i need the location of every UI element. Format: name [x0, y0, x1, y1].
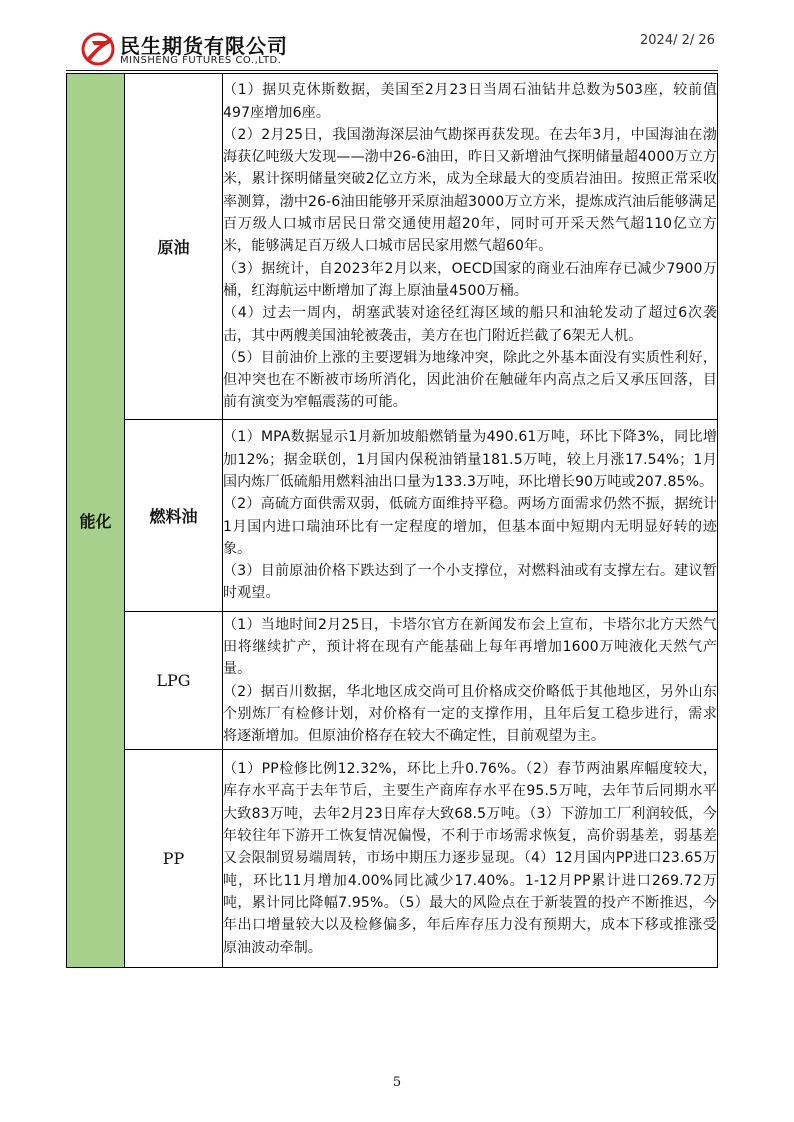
content-paragraph: （5）目前油价上涨的主要逻辑为地缘冲突，除此之外基本面没有实质性利好，但冲突也在不断被市场所消化，因此油价在触碰年内高点之后又承压回落，目前有演变为窄幅震荡的可能。: [223, 349, 717, 411]
table-row: [67, 612, 718, 750]
content-paragraph: （4）过去一周内，胡塞武装对途径红海区域的船只和油轮发动了超过6次袭击，其中两艘美国油轮被袭击，美方在也门附近拦截了6架无人机。: [223, 305, 717, 344]
header-rule: [66, 70, 718, 71]
table-row: [67, 750, 718, 968]
content-cell: [223, 420, 718, 612]
product-cell: 原油: [125, 74, 223, 420]
commodity-table: [66, 73, 718, 968]
content-paragraph: （3）目前原油价格下跌达到了一个小支撑位，对燃料油或有支撑左右。建议暂时观望。: [223, 563, 717, 602]
sector-cell: 能化: [67, 74, 125, 968]
content-paragraph: （1）PP检修比例12.32%，环比上升0.76%。（2）春节两油累库幅度较大，库存水平高于去年节后，主要生产商库存水平在95.5万吨，去年节后同期水平大致83万吨，去年2月23日库存大致68.5万吨。（3）下游加工厂利润较低，今年较往年下游开工恢复情况偏慢，不利于市场需求恢复，高价弱基差，弱基差又会限制贸易端周转，市场中期压力逐步显现。（4）12月国内PP进口23.65万吨，环比11月增加4.00%同比减少17.40%。1-12月PP累计进口269.72万吨，累计同比降幅7.95%。（5）最大的风险点在于新装置的投产不断推迟，今年出口增量较大以及检修偏多，年后库存压力没有预期大，成本下移或推涨受原油波动牵制。: [223, 761, 717, 956]
content-paragraph: （1）MPA数据显示1月新加坡船燃销量为490.61万吨，环比下降3%，同比增加12%；据金联创，1月国内保税油销量181.5万吨，较上月涨17.54%；1月国内炼厂低硫船用燃料油出口量为133.3万吨，环比增长90万吨或207.85%。: [223, 429, 717, 490]
content-paragraph: （2）2月25日，我国渤海深层油气勘探再获发现。在去年3月，中国海油在渤海获亿吨级大发现——渤中26-6油田，昨日又新增油气探明储量超4000万立方米，累计探明储量突破2亿立方米，成为全球最大的变质岩油田。按照正常采收率测算，渤中26-6油田能够开采原油超3000万立方米，提炼成汽油后能够满足百万级人口城市居民日常交通使用超20年，同时可开采天然气超110亿立方米，能够满足百万级人口城市居民家用燃气超60年。: [223, 126, 717, 255]
content-cell: [223, 750, 718, 968]
company-name-en: MINSHENG FUTURES CO.,LTD.: [120, 55, 282, 66]
product-cell: LPG: [125, 612, 223, 750]
product-cell: 燃料油: [125, 420, 223, 612]
content-paragraph: （1）据贝克休斯数据，美国至2月23日当周石油钻井总数为503座，较前值497座增加6座。: [223, 82, 717, 121]
content-paragraph: （2）高硫方面供需双弱，低硫方面维持平稳。两场方面需求仍然不振，据统计1月国内进口瑞油环比有一定程度的增加，但基本面中短期内无明显好转的迹象。: [223, 496, 717, 557]
report-date: 2024/ 2/ 26: [640, 33, 715, 48]
content-paragraph: （1）当地时间2月25日，卡塔尔官方在新闻发布会上宣布，卡塔尔北方天然气田将继续扩产，预计将在现有产能基础上每年再增加1600万吨液化天然气产量。: [223, 616, 717, 678]
company-name-cn: 民生期货有限公司: [120, 34, 288, 58]
table-row: [67, 420, 718, 612]
content-paragraph: （2）据百川数据，华北地区成交尚可且价格成交价略低于其他地区，另外山东个别炼厂有检修计划，对价格有一定的支撑作用，且年后复工稳步进行，需求将逐渐增加。但原油价格存在较大不确定性，目前观望为主。: [223, 683, 717, 745]
minsheng-logo-icon: [80, 29, 116, 69]
table-row: [67, 74, 718, 420]
content-paragraph: （3）据统计，自2023年2月以来，OECD国家的商业石油库存已减少7900万桶，红海航运中断增加了海上原油量4500万桶。: [223, 260, 717, 299]
content-cell: [223, 612, 718, 750]
page-header: [0, 0, 794, 70]
product-cell: PP: [125, 750, 223, 968]
page-number: 5: [392, 1075, 402, 1090]
content-cell: [223, 74, 718, 420]
